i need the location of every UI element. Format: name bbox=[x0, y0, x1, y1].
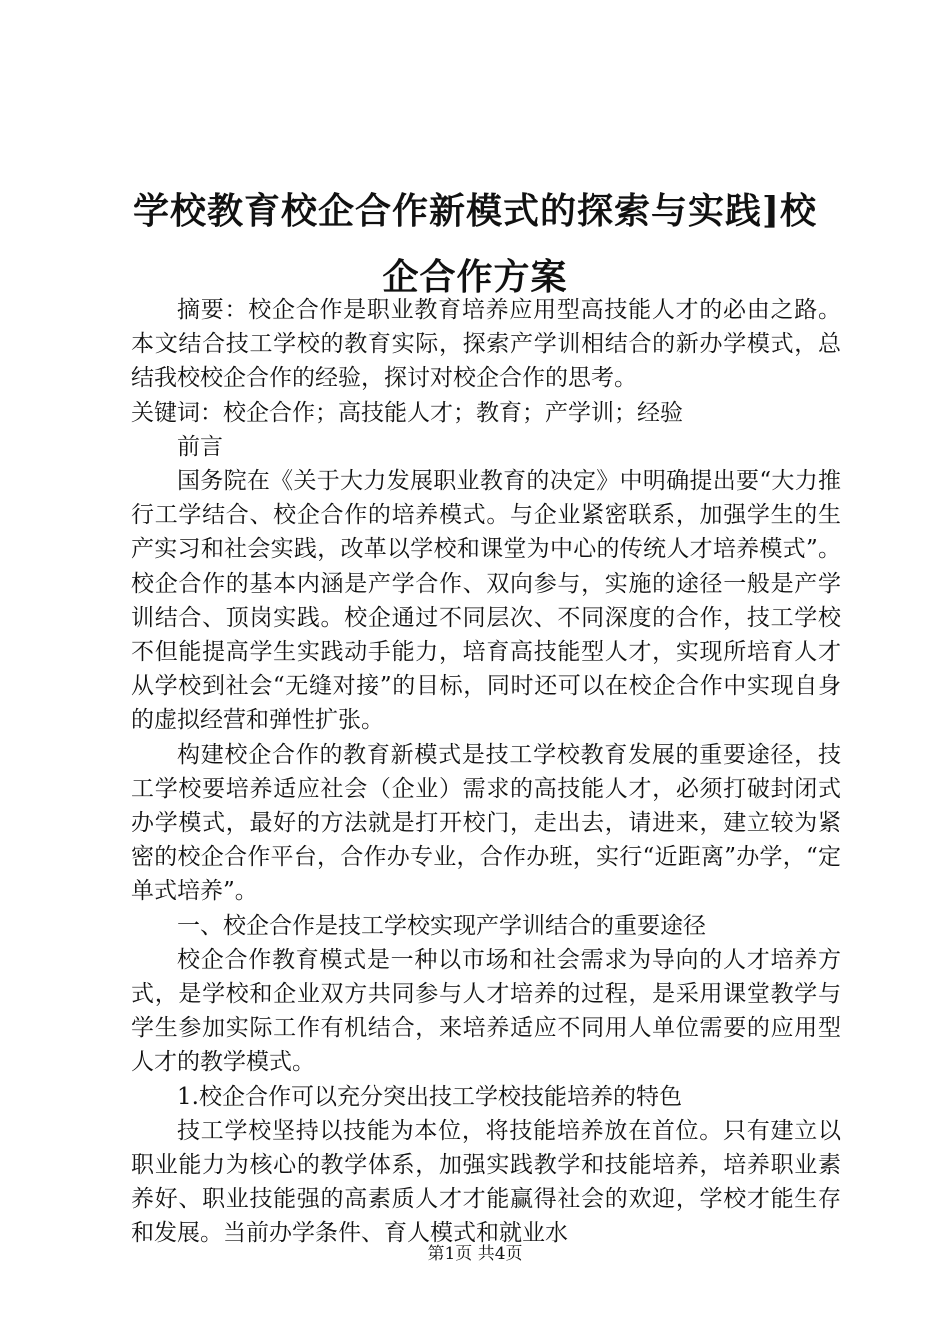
body-paragraph: 校企合作教育模式是一种以市场和社会需求为导向的人才培养方式，是学校和企业双方共同参与人才培养的过程，是采用课堂教学与学生参加实际工作有机结合，来培养适应不同用人单位需要的应用型人才的教学模式。 bbox=[131, 946, 841, 1076]
document-body bbox=[131, 293, 841, 1251]
body-paragraph: 国务院在《关于大力发展职业教育的决定》中明确提出要“大力推行工学结合、校企合作的培养模式。与企业紧密联系，加强学生的生产实习和社会实践，改革以学校和课堂为中心的传统人才培养模式”。校企合作的基本内涵是产学合作、双向参与，实施的途径一般是产学训结合、顶岗实践。校企通过不同层次、不同深度的合作，技工学校不但能提高学生实践动手能力，培育高技能型人才，实现所培育人才从学校到社会“无缝对接”的目标，同时还可以在校企合作中实现自身的虚拟经营和弹性扩张。 bbox=[131, 468, 841, 734]
preface-heading: 前言 bbox=[177, 433, 223, 460]
section-heading: 一、校企合作是技工学校实现产学训结合的重要途径 bbox=[177, 912, 706, 939]
body-paragraph: 技工学校坚持以技能为本位，将技能培养放在首位。只有建立以职业能力为核心的教学体系，加强实践教学和技能培养，培养职业素养好、职业技能强的高素质人才才能赢得社会的欢迎，学校才能生存和发展。当前办学条件、育人模式和就业水 bbox=[131, 1117, 841, 1247]
document-title: 学校教育校企合作新模式的探索与实践]校企合作方案 bbox=[132, 190, 818, 298]
page-footer: 第1页 共4页 bbox=[427, 1244, 523, 1264]
subsection-heading: 1.校企合作可以充分突出技工学校技能培养的特色 bbox=[177, 1083, 682, 1110]
keywords-paragraph: 关键词：校企合作；高技能人才；教育；产学训；经验 bbox=[131, 399, 683, 426]
body-paragraph: 构建校企合作的教育新模式是技工学校教育发展的重要途径，技工学校要培养适应社会（企业）需求的高技能人才，必须打破封闭式办学模式，最好的方法就是打开校门，走出去，请进来，建立较为紧密的校企合作平台，合作办专业，合作办班，实行“近距离”办学，“定单式培养”。 bbox=[131, 741, 841, 905]
abstract-paragraph: 摘要：校企合作是职业教育培养应用型高技能人才的必由之路。本文结合技工学校的教育实际，探索产学训相结合的新办学模式，总结我校校企合作的经验，探讨对校企合作的思考。 bbox=[131, 297, 841, 392]
